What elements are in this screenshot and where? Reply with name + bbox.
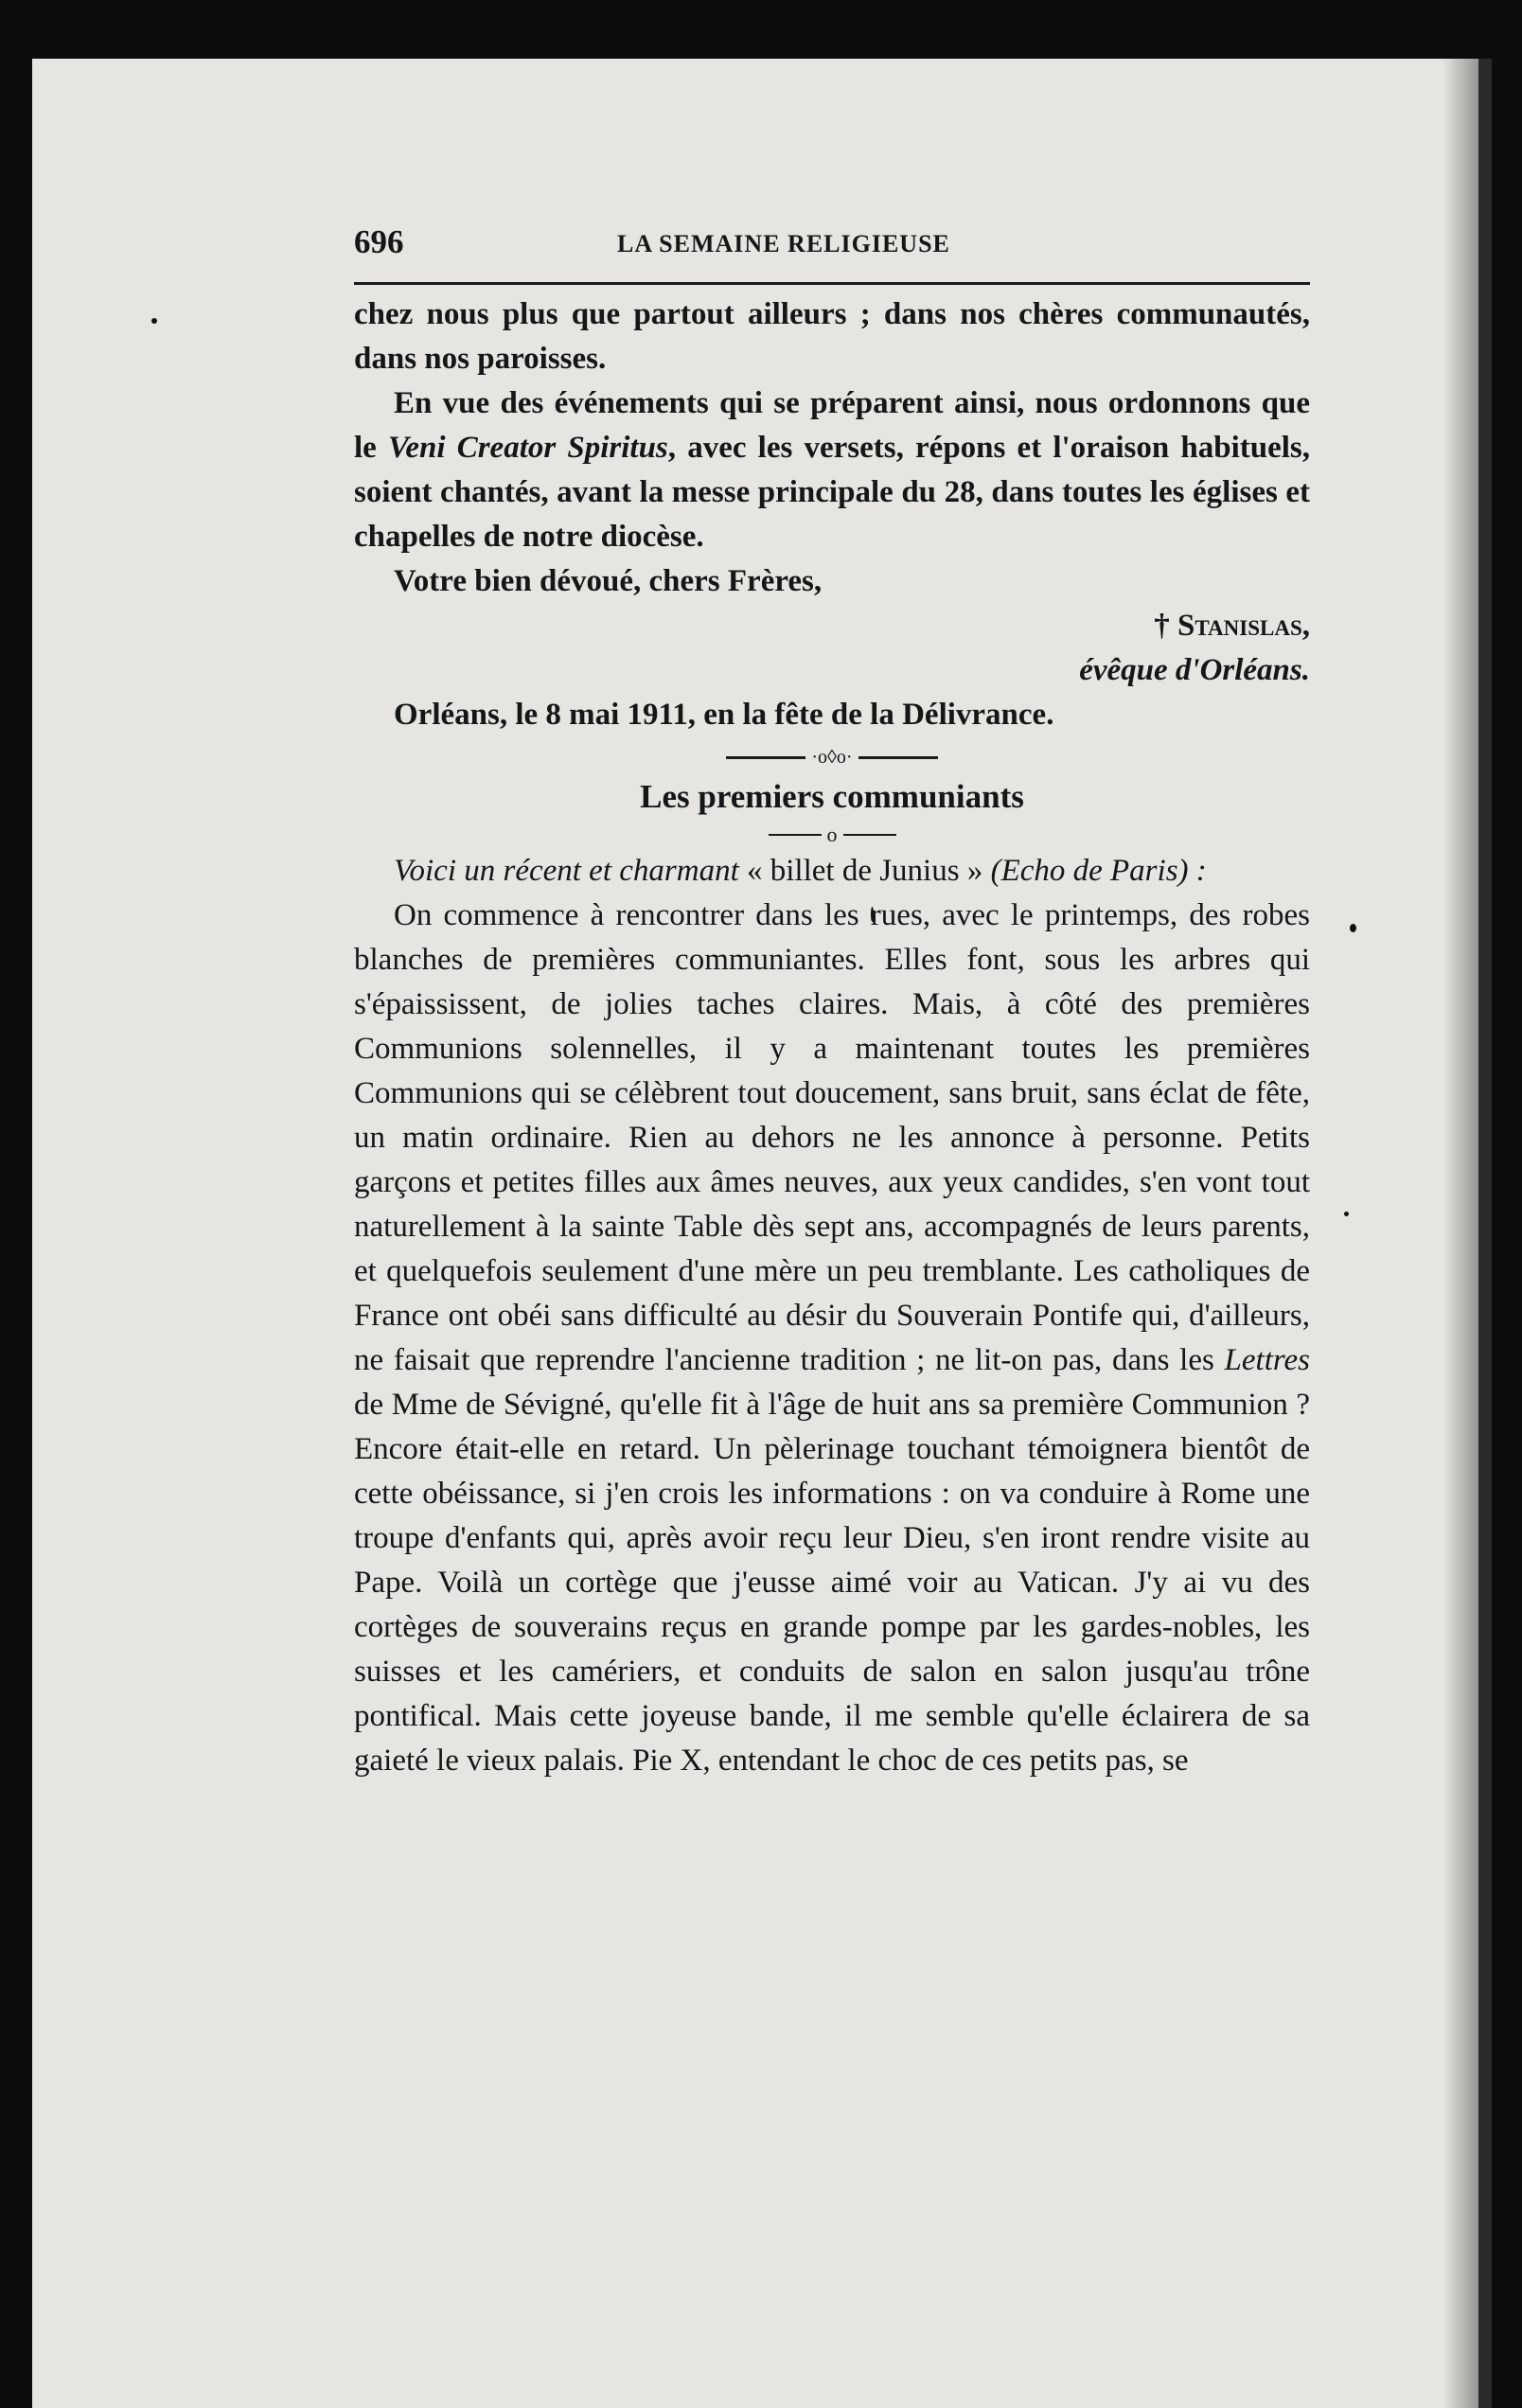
divider-line [858,756,938,759]
intro-quote: « billet de Junius » [747,854,983,888]
article-intro [354,849,1310,894]
article-text: On commence à rencontrer dans les rues, avec le printemps, des robes blanches de premières communiantes. Elles font, sous les arbres qui s'épaississent, de jolies taches claires. Mais, à côté des premières Communions solennelles, il y a maintenant toutes les premières Communions qui se célèbrent tout doucement, sans bruit, sans éclat de fête, un matin ordinaire. Rien au dehors ne les annonce à personne. Petits garçons et petites filles aux âmes neuves, aux yeux candides, s'en vont tout naturellement à la sainte Table dès sept ans, accompagnés de leurs parents, et quelquefois seulement d'une mère un peu tremblante. Les catholiques de France ont obéi sans difficulté au désir du Souverain Pontife qui, d'ailleurs, ne faisait que reprendre l'ancienne tradition ; ne lit-on pas, dans les [354,898,1310,1377]
bishop-title: évêque d'Orléans. [1079,653,1310,687]
article-body [354,849,1310,1783]
page-edge-shadow [1442,59,1478,2408]
article-text: de Mme de Sévigné, qu'elle fit à l'âge de huit ans sa première Communion ? Encore était-elle en retard. Un pèlerinage touchant témoignera bientôt de cette obéissance, si j'en crois les informations : on va conduire à Rome une troupe d'enfants qui, après avoir reçu leur Dieu, s'en iront rendre visite au Pape. Voilà un cortège que j'eusse aimé voir au Vatican. J'y ai vu des cortèges de souverains reçus en grande pompe par les gardes-nobles, les suisses et les camériers, et conduits de salon en salon jusqu'au trône pontifical. Mais cette joyeuse bande, il me semble qu'elle éclairera de sa gaieté le vieux palais. Pie X, entendant le choc de ces petits pas, se [354,1388,1310,1778]
divider-line [843,834,896,836]
letter-paragraph [354,381,1310,559]
letter-text: , avec les versets, répons et l'oraison habituels, soient chantés, avant la messe principale du 28, dans toutes les églises et chapelles de notre diocèse. [354,431,1310,554]
signature-name [354,604,1310,648]
article-title: Les premiers communiants [640,778,1024,815]
article-paragraph [354,894,1310,1783]
letter-closing: Votre bien dévoué, chers Frères, [394,564,823,598]
page-number: 696 [354,223,404,260]
divider-line [726,756,805,759]
header-rule [354,282,1310,285]
letter-conclusion [354,292,1310,737]
section-divider [354,747,1310,768]
divider-ornament: o [826,823,838,846]
scan-speck [151,318,157,324]
divider-line [769,834,822,836]
dateline: Orléans, le 8 mai 1911, en la fête de la Délivrance. [394,698,1054,732]
book-title: Lettres [1224,1343,1310,1377]
title-rule [354,821,1310,849]
signature-title [354,648,1310,693]
scan-speck [1350,924,1356,932]
hymn-title: Veni Creator Spiritus [388,431,668,465]
cross-mark: † [1154,609,1178,643]
intro-source: (Echo de Paris) : [982,854,1207,888]
bishop-name: Stanislas, [1177,609,1310,643]
adjacent-page-edge [1478,59,1492,2408]
divider-ornament: ·o◊o· [811,746,853,768]
letter-text: chez nous plus que partout ailleurs ; dans nos chères communautés, dans nos paroisses. [354,297,1310,376]
scan-speck [1344,1212,1349,1216]
running-title: LA SEMAINE RELIGIEUSE [617,230,950,257]
running-head [354,216,1310,269]
page-content [354,216,1310,1783]
intro-text: Voici un récent et charmant [394,854,747,888]
letter-text: En vue des événements qui se préparent ainsi, nous ordonnons que le [354,386,1310,465]
letter-paragraph [354,292,1310,381]
